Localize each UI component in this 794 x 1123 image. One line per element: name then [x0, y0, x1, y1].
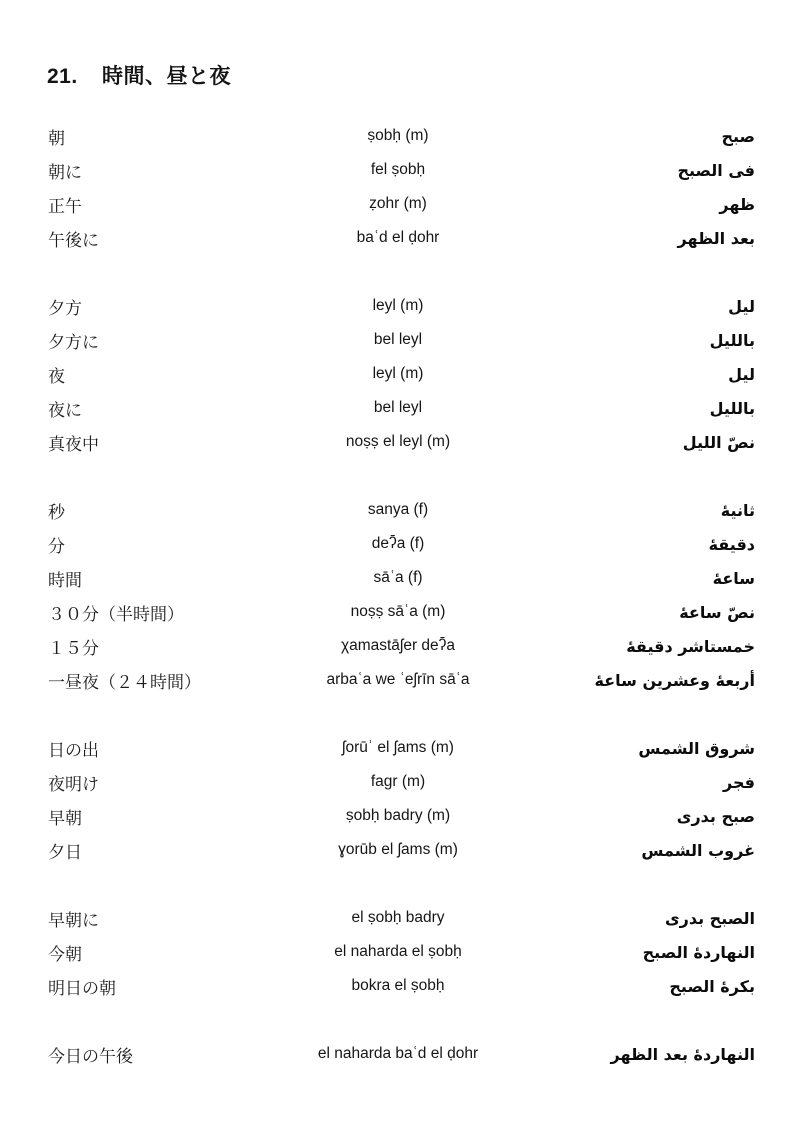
arabic-term: فى الصبح — [677, 160, 755, 180]
vocab-row — [0, 425, 794, 459]
japanese-term: 朝に — [48, 162, 82, 182]
arabic-term: النهاردهٔ بعد الظهر — [610, 1044, 755, 1064]
vocab-row — [0, 799, 794, 833]
arabic-term: صبح بدرى — [676, 806, 755, 826]
transliteration: deʔ̄a (f) — [371, 535, 425, 552]
transliteration: ẓohr (m) — [369, 195, 427, 212]
japanese-term: 明日の朝 — [48, 978, 116, 998]
japanese-term: 朝 — [48, 128, 65, 148]
vocab-row — [0, 663, 794, 697]
chapter-number: 21. — [47, 65, 78, 88]
japanese-term: 分 — [48, 536, 65, 556]
vocab-row — [0, 765, 794, 799]
arabic-term: بكرهٔ الصبح — [669, 976, 755, 996]
transliteration: sāʿa (f) — [373, 569, 423, 586]
arabic-term: أربعهٔ وعشرين ساعهٔ — [594, 670, 755, 690]
section-gap — [0, 459, 794, 493]
japanese-term: 一昼夜（２４時間） — [48, 672, 201, 692]
transliteration: leyl (m) — [372, 297, 424, 314]
arabic-term: ثانيهٔ — [720, 500, 755, 520]
japanese-term: 早朝に — [48, 910, 99, 930]
japanese-term: 正午 — [48, 196, 82, 216]
arabic-term: الصبح بدرى — [664, 908, 755, 928]
arabic-term: صبح — [721, 126, 755, 146]
vocab-row — [0, 935, 794, 969]
section-gap — [0, 697, 794, 731]
arabic-term: غروب الشمس — [641, 840, 755, 860]
chapter-title — [47, 60, 231, 90]
transliteration: fagr (m) — [370, 773, 426, 790]
vocab-row — [0, 561, 794, 595]
transliteration: bokra el ṣobḥ — [351, 977, 445, 994]
japanese-term: 真夜中 — [48, 434, 99, 454]
transliteration: el ṣobḥ badry — [351, 909, 445, 926]
japanese-term: 午後に — [48, 230, 99, 250]
vocab-row — [0, 493, 794, 527]
vocab-row — [0, 221, 794, 255]
arabic-term: بالليل — [709, 330, 755, 350]
transliteration: el naharda baʿd el ḍohr — [317, 1045, 479, 1062]
vocab-row — [0, 153, 794, 187]
transliteration: arbaʿa we ʿeʃrīn sāʿa — [326, 671, 470, 688]
vocab-row — [0, 629, 794, 663]
transliteration: sanya (f) — [367, 501, 429, 518]
vocab-row — [0, 323, 794, 357]
vocab-row — [0, 1037, 794, 1071]
japanese-term: 夕方 — [48, 298, 82, 318]
section-gap — [0, 1003, 794, 1037]
vocab-row — [0, 187, 794, 221]
transliteration: bel leyl — [373, 331, 423, 348]
vocab-row — [0, 391, 794, 425]
japanese-term: ３０分（半時間） — [48, 604, 184, 624]
arabic-term: ساعهٔ — [712, 568, 755, 588]
transliteration: fel ṣobḥ — [370, 161, 426, 178]
japanese-term: 時間 — [48, 570, 82, 590]
vocab-row — [0, 357, 794, 391]
japanese-term: 今朝 — [48, 944, 82, 964]
arabic-term: دقيقهٔ — [708, 534, 755, 554]
japanese-term: 夜 — [48, 366, 65, 386]
arabic-term: شروق الشمس — [638, 738, 755, 758]
transliteration: noṣṣ sāʿa (m) — [350, 603, 446, 620]
japanese-term: １５分 — [48, 638, 99, 658]
vocabulary-list — [0, 119, 794, 1071]
arabic-term: خمستاشر دقيقهٔ — [626, 636, 755, 656]
arabic-term: ليل — [728, 364, 755, 384]
transliteration: ɣorūb el ʃams (m) — [338, 841, 458, 858]
vocab-row — [0, 969, 794, 1003]
arabic-term: نصّ الليل — [682, 432, 755, 452]
arabic-term: فجر — [723, 772, 755, 792]
chapter-title-text: 時間、昼と夜 — [102, 65, 232, 88]
arabic-term: بالليل — [709, 398, 755, 418]
vocab-row — [0, 289, 794, 323]
vocab-row — [0, 527, 794, 561]
japanese-term: 早朝 — [48, 808, 82, 828]
arabic-term: ظهر — [719, 194, 755, 214]
vocab-row — [0, 731, 794, 765]
arabic-term: النهاردهٔ الصبح — [642, 942, 755, 962]
transliteration: ṣobḥ badry (m) — [345, 807, 451, 824]
vocab-row — [0, 119, 794, 153]
transliteration: bel leyl — [373, 399, 423, 416]
vocab-row — [0, 595, 794, 629]
vocab-row — [0, 901, 794, 935]
japanese-term: 今日の午後 — [48, 1046, 133, 1066]
transliteration: ʃorūʾ el ʃams (m) — [342, 739, 454, 756]
section-gap — [0, 255, 794, 289]
japanese-term: 夜に — [48, 400, 82, 420]
japanese-term: 夜明け — [48, 774, 99, 794]
transliteration: baʿd el ḍohr — [356, 229, 440, 246]
japanese-term: 日の出 — [48, 740, 99, 760]
transliteration: χamastāʃer deʔ̄a — [340, 637, 456, 654]
vocab-row — [0, 833, 794, 867]
arabic-term: نصّ ساعهٔ — [679, 602, 755, 622]
section-gap — [0, 867, 794, 901]
arabic-term: بعد الظهر — [677, 228, 755, 248]
transliteration: noṣṣ el leyl (m) — [345, 433, 451, 450]
transliteration: el naharda el ṣobḥ — [334, 943, 462, 960]
japanese-term: 夕方に — [48, 332, 99, 352]
arabic-term: ليل — [728, 296, 755, 316]
transliteration: leyl (m) — [372, 365, 424, 382]
transliteration: ṣobḥ (m) — [367, 127, 429, 144]
japanese-term: 夕日 — [48, 842, 82, 862]
japanese-term: 秒 — [48, 502, 65, 522]
